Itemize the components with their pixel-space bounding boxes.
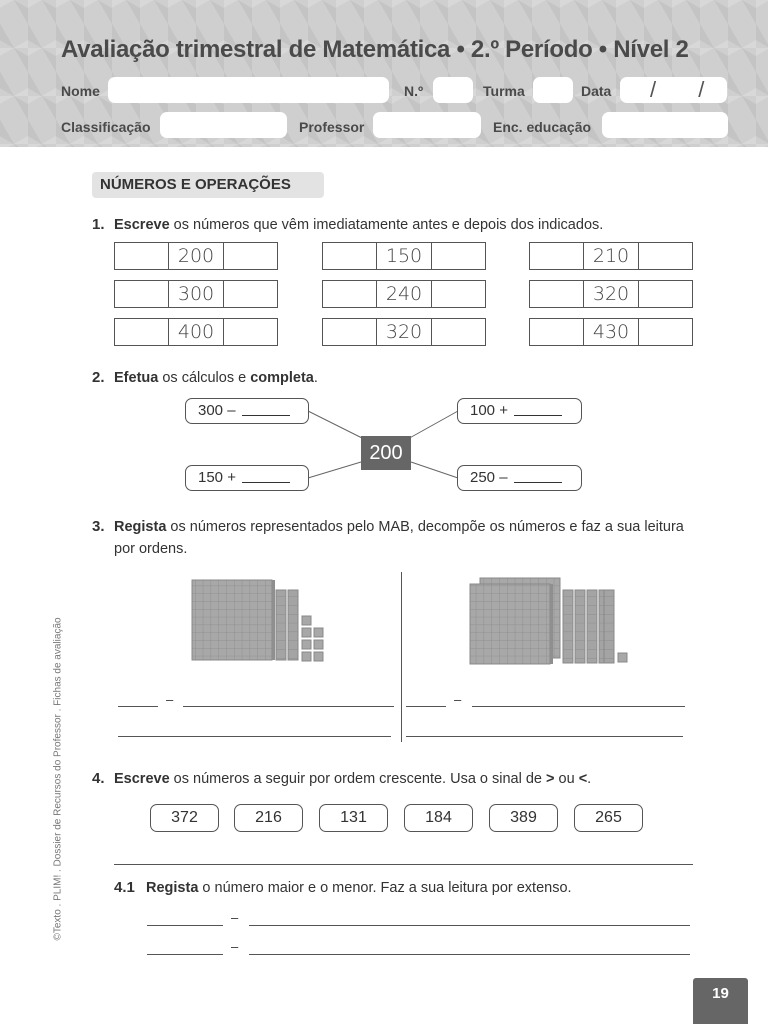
number-pill: 131 (319, 804, 388, 832)
mab-left (192, 580, 323, 661)
q3-right-answer-line (406, 706, 446, 707)
copyright-sidebar: ©Texto . PLIM! . Dossier de Recursos do Professor . Fichas de avaliação (52, 617, 64, 941)
mab-blocks (0, 570, 768, 680)
q4-text: Escreve os números a seguir por ordem crescente. Usa o sinal de > ou <. (114, 771, 592, 787)
data-field[interactable]: / / (620, 77, 727, 103)
label-professor: Professor (299, 119, 365, 135)
given-number: 320 (377, 319, 432, 345)
number-pill: 265 (574, 804, 643, 832)
label-data: Data (581, 83, 612, 99)
q41-dash-2: – (231, 939, 239, 954)
given-number: 400 (169, 319, 224, 345)
q3-number: 3. (92, 518, 105, 535)
q3-divider (401, 572, 402, 742)
label-nome: Nome (61, 83, 100, 99)
calc-top-right: 100 + (457, 398, 582, 424)
q1-text: Escreve os números que vêm imediatamente antes e depois dos indicados. (114, 217, 604, 233)
center-number: 200 (361, 436, 411, 470)
given-number: 320 (584, 281, 639, 307)
number-pill: 184 (404, 804, 473, 832)
given-number: 240 (377, 281, 432, 307)
q41-number-line-1 (147, 925, 223, 926)
page-title: Avaliação trimestral de Matemática • 2.º Período • Nível 2 (61, 36, 689, 63)
mab-right (470, 578, 627, 664)
given-number: 430 (584, 319, 639, 345)
q3-left-decomp-line (183, 706, 394, 707)
calc-bottom-left: 150 + (185, 465, 309, 491)
given-number: 200 (169, 243, 224, 269)
label-enc: Enc. educação (493, 119, 592, 135)
q3-left-reading-line (118, 736, 391, 737)
calc-bottom-right: 250 – (457, 465, 582, 491)
q3-left-dash: – (166, 692, 174, 707)
q4-number: 4. (92, 770, 105, 787)
q41-reading-line-2 (249, 954, 690, 955)
q3-text: Regista os números representados pelo MAB, decompõe os números e faz a sua leitura por ordens. (114, 519, 684, 557)
q1-number: 1. (92, 216, 105, 233)
given-number: 210 (584, 243, 639, 269)
q41-number-line-2 (147, 954, 223, 955)
section-title: NÚMEROS E OPERAÇÕES (92, 172, 324, 198)
label-numero: N.º (404, 83, 424, 99)
q2-number: 2. (92, 369, 105, 386)
q3-right-decomp-line (472, 706, 685, 707)
q41-text: Regista o número maior e o menor. Faz a sua leitura por extenso. (146, 880, 572, 896)
label-classificacao: Classificação (61, 119, 151, 135)
q41-dash-1: – (231, 910, 239, 925)
number-pill: 389 (489, 804, 558, 832)
label-turma: Turma (483, 83, 525, 99)
given-number: 150 (377, 243, 432, 269)
q4-answer-line (114, 864, 693, 865)
q41-reading-line-1 (249, 925, 690, 926)
given-number: 300 (169, 281, 224, 307)
q3-right-reading-line (406, 736, 683, 737)
number-pill: 372 (150, 804, 219, 832)
page-number: 19 (693, 978, 748, 1024)
number-pill: 216 (234, 804, 303, 832)
q41-number: 4.1 (114, 879, 135, 896)
q3-left-answer-line (118, 706, 158, 707)
q2-text: Efetua os cálculos e completa. (114, 370, 318, 386)
q3-right-dash: – (454, 692, 462, 707)
calc-top-left: 300 – (185, 398, 309, 424)
